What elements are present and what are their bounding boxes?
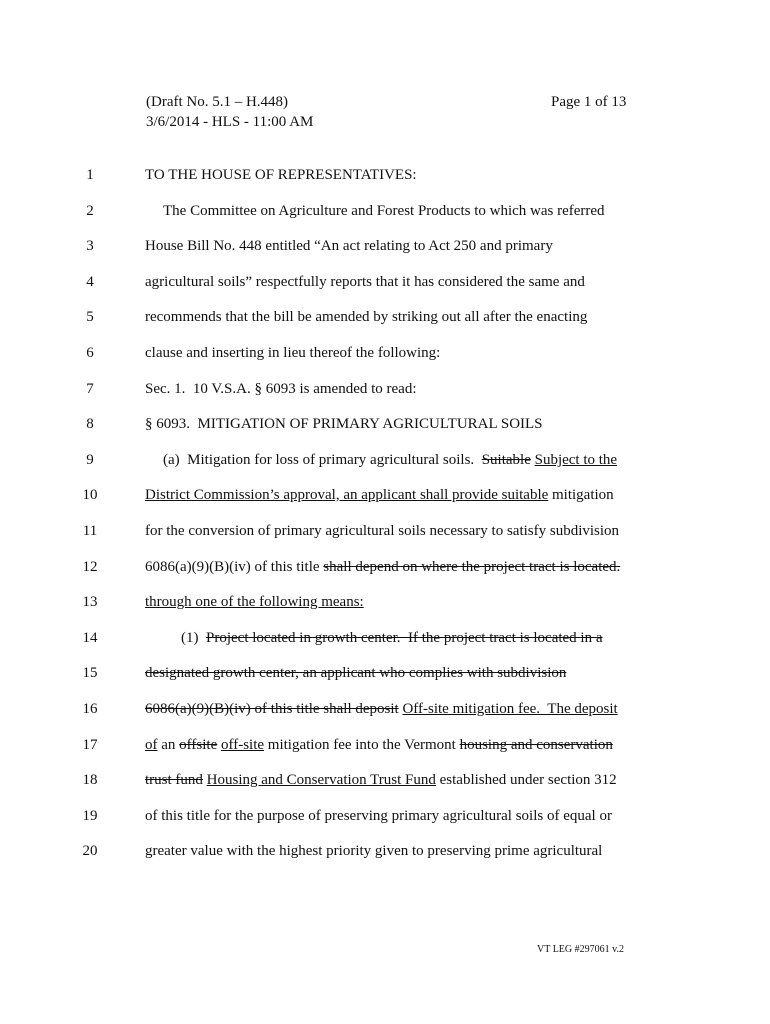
line-number: 14 (82, 630, 98, 646)
line-text (145, 414, 543, 434)
line-number: 8 (86, 416, 94, 432)
line-text (145, 165, 417, 185)
deleted-text: Project located in growth center. If the project tract is located in a (206, 630, 603, 646)
line-number: 20 (82, 843, 98, 859)
line-text (145, 735, 613, 755)
line-text (145, 307, 587, 327)
inserted-text: off-site (220, 737, 265, 753)
document-line (0, 379, 770, 399)
document-line (0, 663, 770, 683)
line-number: 15 (82, 665, 98, 681)
line-number: 13 (82, 594, 98, 610)
document-line (0, 165, 770, 185)
line-number: 3 (86, 238, 94, 254)
text-segment: House Bill No. 448 entitled “An act relating to Act 250 and primary (145, 238, 553, 254)
deleted-text: shall depend on where the project tract is located. (323, 559, 621, 575)
line-number: 16 (82, 701, 98, 717)
line-text (145, 521, 619, 541)
text-segment: (a) Mitigation for loss of primary agricultural soils. (163, 452, 482, 468)
document-line (0, 236, 770, 256)
document-line (0, 307, 770, 327)
document-line (0, 201, 770, 221)
inserted-text: District Commission’s approval, an applicant shall provide suitable (145, 487, 549, 503)
inserted-text: Subject to the (534, 452, 618, 468)
document-line (0, 592, 770, 612)
line-text (145, 699, 618, 719)
document-line (0, 806, 770, 826)
document-line (0, 485, 770, 505)
text-segment: clause and inserting in lieu thereof the following: (145, 345, 441, 361)
document-line (0, 450, 770, 470)
text-segment: mitigation fee into the Vermont (264, 737, 460, 753)
line-text (145, 663, 566, 683)
document-line (0, 628, 770, 648)
document-line (0, 343, 770, 363)
deleted-text: Suitable (481, 452, 531, 468)
text-segment: for the conversion of primary agricultural soils necessary to satisfy subdivision (145, 523, 620, 539)
line-number: 19 (82, 808, 98, 824)
text-segment: (1) (181, 630, 206, 646)
document-line (0, 557, 770, 577)
inserted-text: Off-site mitigation fee. The deposit (402, 701, 618, 717)
deleted-text: designated growth center, an applicant who complies with subdivision (145, 665, 567, 681)
line-number: 10 (82, 487, 98, 503)
text-segment: established under section 312 (435, 772, 617, 788)
line-number: 18 (82, 772, 98, 788)
deleted-text: 6086(a)(9)(B)(iv) of this title shall deposit (145, 701, 399, 717)
text-segment: of this title for the purpose of preserving primary agricultural soils of equal or (145, 808, 612, 824)
line-text (145, 272, 585, 292)
line-number: 12 (82, 559, 98, 575)
line-text (181, 628, 603, 648)
draft-number: (Draft No. 5.1 – H.448) (146, 94, 289, 110)
document-line (0, 272, 770, 292)
document-id: VT LEG #297061 v.2 (537, 944, 624, 955)
document-line (0, 414, 770, 434)
line-text (145, 236, 553, 256)
line-number: 17 (82, 737, 98, 753)
text-segment: agricultural soils” respectfully reports that it has considered the same and (145, 274, 585, 290)
deleted-text: trust fund (145, 772, 203, 788)
text-segment: an (157, 737, 180, 753)
document-line (0, 699, 770, 719)
text-segment: 6086(a)(9)(B)(iv) of this title (145, 559, 324, 575)
line-number: 6 (86, 345, 94, 361)
document-line (0, 770, 770, 790)
line-text (163, 450, 617, 470)
draft-date: 3/6/2014 - HLS - 11:00 AM (146, 114, 314, 130)
text-segment: mitigation (548, 487, 614, 503)
line-number: 9 (86, 452, 94, 468)
line-number: 7 (86, 381, 94, 397)
line-text (145, 592, 364, 612)
line-number: 2 (86, 203, 94, 219)
line-text (145, 379, 417, 399)
text-segment: greater value with the highest priority given to preserving prime agricultural (145, 843, 603, 859)
line-text (145, 343, 440, 363)
line-text (145, 841, 602, 861)
text-segment: recommends that the bill be amended by striking out all after the enacting (145, 309, 588, 325)
deleted-text: housing and conservation (459, 737, 613, 753)
line-number: 4 (86, 274, 94, 290)
inserted-text: Housing and Conservation Trust Fund (206, 772, 436, 788)
line-text (145, 770, 617, 790)
page-number: Page 1 of 13 (551, 94, 627, 110)
inserted-text: of (145, 737, 158, 753)
line-number: 5 (86, 309, 94, 325)
text-segment: Sec. 1. 10 V.S.A. § 6093 is amended to read: (145, 381, 417, 397)
line-text (145, 806, 612, 826)
line-text (145, 557, 620, 577)
text-segment: TO THE HOUSE OF REPRESENTATIVES: (145, 167, 417, 183)
document-line (0, 841, 770, 861)
line-number: 1 (86, 167, 94, 183)
line-text (145, 485, 614, 505)
text-segment: The Committee on Agriculture and Forest Products to which was referred (163, 203, 605, 219)
line-number: 11 (82, 523, 98, 539)
document-line (0, 735, 770, 755)
text-segment: § 6093. MITIGATION OF PRIMARY AGRICULTURAL SOILS (145, 416, 543, 432)
document-line (0, 521, 770, 541)
inserted-text: through one of the following means: (145, 594, 364, 610)
deleted-text: offsite (179, 737, 218, 753)
line-text (163, 201, 605, 221)
